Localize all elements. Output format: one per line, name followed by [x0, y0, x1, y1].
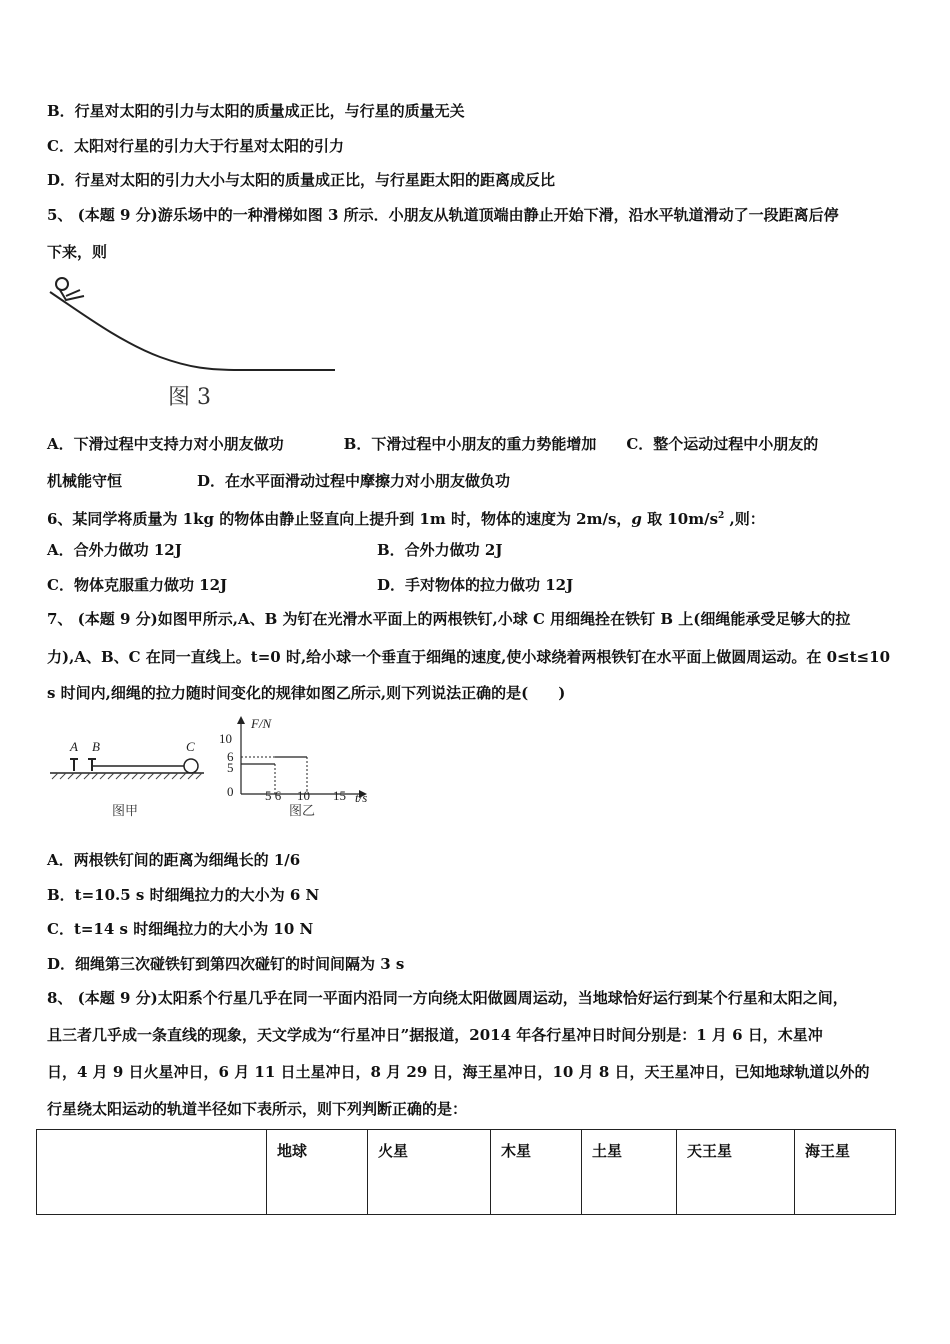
- q7-figure-jia: [46, 735, 216, 825]
- y-tick-0: 0: [227, 784, 234, 799]
- q7-option-c: C．t=14 s 时细绳拉力的大小为 10 N: [47, 920, 314, 938]
- q5-stem-line2: 下来，则: [47, 243, 108, 261]
- fig-yi-caption: 图乙: [289, 804, 316, 819]
- child-head: [56, 278, 68, 290]
- q7-stem-line1: 7、 (本题 9 分)如图甲所示,A、B 为钉在光滑水平面上的两根铁钉,小球 C 用细绳拴在铁钉 B 上(细绳能承受足够大的拉: [47, 610, 851, 628]
- x-axis-label: t/s: [355, 790, 368, 805]
- q4-option-d: D．行星对太阳的引力大小与太阳的质量成正比，与行星距太阳的距离成反比: [47, 171, 556, 189]
- x-tick-10: 10: [297, 788, 310, 803]
- orbit-radius-table: [36, 1129, 896, 1215]
- q5-options-line1: A．下滑过程中支持力对小朋友做功 B．下滑过程中小朋友的重力势能增加 C．整个运动过程中小朋友的: [47, 435, 819, 453]
- y-tick-6: 6: [227, 749, 234, 764]
- label-b: B: [92, 739, 100, 754]
- label-a: A: [70, 739, 78, 754]
- q6-option-c: C．物体克服重力做功 12J: [47, 576, 228, 594]
- table-header-cell: 天王星: [677, 1130, 795, 1215]
- q5-figure-caption: 图 3: [168, 385, 211, 410]
- q8-stem-line3: 日，4 月 9 日火星冲日，6 月 11 日土星冲日，8 月 29 日，海王星冲日，10 月 8 日，天王星冲日，已知地球轨道以外的: [47, 1063, 870, 1081]
- q8-stem-line2: 且三者几乎成一条直线的现象，天文学成为“行星冲日”据报道，2014 年各行星冲日时间分别是：1 月 6 日，木星冲: [47, 1026, 823, 1044]
- q7-stem-line3: s 时间内,细绳的拉力随时间变化的规律如图乙所示,则下列说法正确的是( ): [47, 684, 566, 702]
- slide-track: [50, 292, 335, 370]
- y-tick-5: 5: [227, 760, 234, 775]
- q7-option-d: D．细绳第三次碰铁钉到第四次碰钉的时间间隔为 3 s: [47, 955, 405, 973]
- q5-options-line2: 机械能守恒 D．在水平面滑动过程中摩擦力对小朋友做负功: [47, 472, 511, 490]
- q6-option-d: D．手对物体的拉力做功 12J: [377, 576, 574, 594]
- q8-stem-line4: 行星绕太阳运动的轨道半径如下表所示，则下列判断正确的是：: [47, 1100, 468, 1118]
- table-header-cell: 木星: [491, 1130, 582, 1215]
- x-tick-5-6: 5 6: [265, 788, 282, 803]
- y-axis-label: F/N: [251, 716, 272, 731]
- table-header-cell: 地球: [267, 1130, 368, 1215]
- table-header-cell: 海王星: [795, 1130, 896, 1215]
- q5-stem-line1: 5、 (本题 9 分)游乐场中的一种滑梯如图 3 所示．小朋友从轨道顶端由静止开始下滑，沿水平轨道滑动了一段距离后停: [47, 206, 839, 224]
- label-c: C: [186, 739, 195, 754]
- q7-figure-yi: [215, 712, 385, 827]
- q4-option-c: C．太阳对行星的引力大于行星对太阳的引力: [47, 137, 344, 155]
- fig-jia-caption: 图甲: [112, 804, 139, 819]
- q7-stem-line2: 力),A、B、C 在同一直线上。t=0 时,给小球一个垂直于细绳的速度,使小球绕着两根铁钉在水平面上做圆周运动。在 0≤t≤10: [47, 648, 891, 666]
- y-tick-10: 10: [219, 731, 232, 746]
- q8-stem-line1: 8、 (本题 9 分)太阳系个行星几乎在同一平面内沿同一方向绕太阳做圆周运动，当地球恰好运行到某个行星和太阳之间，: [47, 989, 848, 1007]
- table-header-cell: 土星: [582, 1130, 677, 1215]
- q6-option-b: B．合外力做功 2J: [377, 541, 503, 559]
- ball-c: [184, 759, 198, 773]
- q6-stem: 6、某同学将质量为 1kg 的物体由静止竖直向上提升到 1m 时，物体的速度为 2m/s，g 取 $10m/s^2$ ,则：: [47, 510, 765, 528]
- x-tick-15: 15: [333, 788, 346, 803]
- table-header-cell: 火星: [368, 1130, 491, 1215]
- q5-slide-figure: [40, 272, 340, 417]
- q4-option-b: B．行星对太阳的引力与太阳的质量成正比，与行星的质量无关: [47, 102, 465, 120]
- child-body: [60, 290, 84, 300]
- q7-option-a: A．两根铁钉间的距离为细绳长的 1/6: [47, 851, 301, 869]
- table-row: [37, 1130, 896, 1215]
- q7-option-b: B．t=10.5 s 时细绳拉力的大小为 6 N: [47, 886, 320, 904]
- table-header-cell: [37, 1130, 267, 1215]
- q6-option-a: A．合外力做功 12J: [47, 541, 182, 559]
